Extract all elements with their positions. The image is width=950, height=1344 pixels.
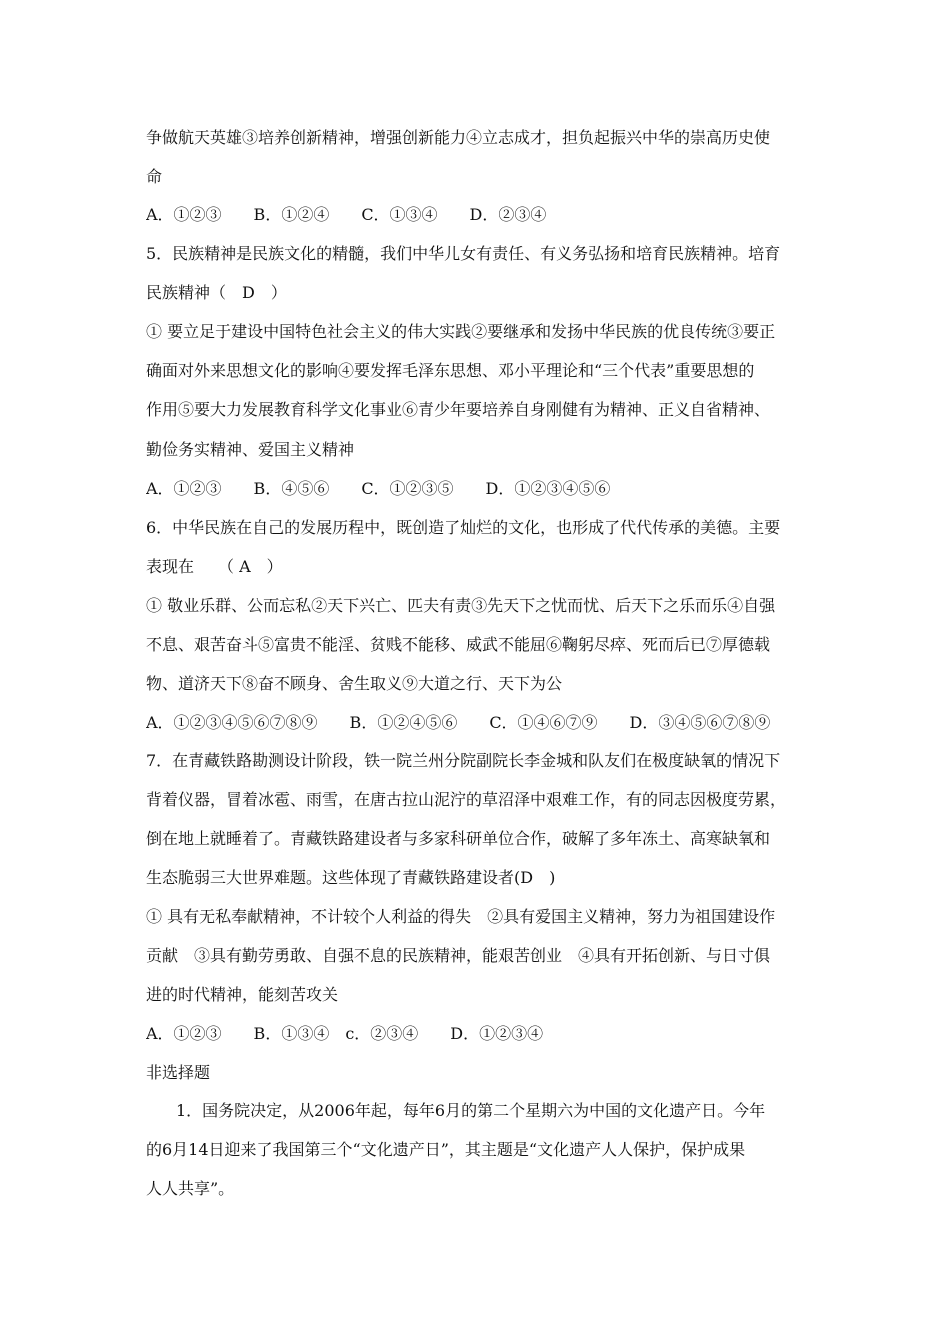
answer-options: A．①②③ B．①②④ C．①③④ D．②③④ bbox=[146, 205, 547, 224]
question-6: 6．中华民族在自己的发展历程中，既创造了灿烂的文化，也形成了代代传承的美德。主要 bbox=[146, 518, 781, 537]
question-7: 7．在青藏铁路勘测设计阶段，铁一院兰州分院副院长李金城和队友们在极度缺氧的情况下 bbox=[146, 751, 781, 770]
answer-options: A．①②③ B．④⑤⑥ C．①②③⑤ D．①②③④⑤⑥ bbox=[146, 479, 611, 498]
text-line: 表现在 （ A ） bbox=[146, 557, 283, 576]
text-line: 倒在地上就睡着了。青藏铁路建设者与多家科研单位合作，破解了多年冻土、高寒缺氧和 bbox=[146, 829, 771, 848]
text-line: 背着仪器，冒着冰雹、雨雪，在唐古拉山泥泞的草沼泽中艰难工作，有的同志因极度劳累， bbox=[146, 790, 787, 809]
text-line: 民族精神（ D ） bbox=[146, 283, 287, 302]
text-line: 人人共享”。 bbox=[146, 1179, 235, 1198]
text-line: ① 要立足于建设中国特色社会主义的伟大实践②要继承和发扬中华民族的优良传统③要正 bbox=[146, 322, 776, 341]
text-line: 勤俭务实精神、爱国主义精神 bbox=[146, 440, 355, 459]
question-1: 1．国务院决定，从2006年起，每年6月的第二个星期六为中国的文化遗产日。今年 bbox=[176, 1101, 766, 1120]
question-5: 5．民族精神是民族文化的精髓，我们中华儿女有责任、有义务弘扬和培育民族精神。培育 bbox=[146, 244, 781, 263]
section-heading: 非选择题 bbox=[146, 1063, 211, 1082]
text-line: ① 敬业乐群、公而忘私②天下兴亡、匹夫有责③先天下之忧而忧、后天下之乐而乐④自强 bbox=[146, 596, 776, 615]
text-line: 进的时代精神，能刻苦攻关 bbox=[146, 985, 339, 1004]
answer-options: A．①②③ B．①③④ c．②③④ D．①②③④ bbox=[146, 1024, 544, 1043]
text-line: ① 具有无私奉献精神，不计较个人利益的得失 ②具有爱国主义精神，努力为祖国建设作 bbox=[146, 907, 776, 926]
text-line: 的6月14日迎来了我国第三个“文化遗产日”，其主题是“文化遗产人人保护，保护成果 bbox=[146, 1140, 746, 1159]
text-line: 争做航天英雄③培养创新精神，增强创新能力④立志成才，担负起振兴中华的崇高历史使 bbox=[146, 128, 771, 147]
text-line: 命 bbox=[146, 167, 163, 186]
text-line: 作用⑤要大力发展教育科学文化事业⑥青少年要培养自身刚健有为精神、正义自省精神、 bbox=[146, 400, 771, 419]
text-line: 生态脆弱三大世界难题。这些体现了青藏铁路建设者(D ) bbox=[146, 868, 556, 887]
text-line: 物、道济天下⑧奋不顾身、舍生取义⑨大道之行、天下为公 bbox=[146, 674, 563, 693]
text-line: 确面对外来思想文化的影响④要发挥毛泽东思想、邓小平理论和“三个代表”重要思想的 bbox=[146, 361, 755, 380]
answer-options: A．①②③④⑤⑥⑦⑧⑨ B．①②④⑤⑥ C．①④⑥⑦⑨ D．③④⑤⑥⑦⑧⑨ bbox=[146, 713, 771, 732]
text-line: 贡献 ③具有勤劳勇敢、自强不息的民族精神，能艰苦创业 ④具有开拓创新、与日寸俱 bbox=[146, 946, 771, 965]
text-line: 不息、艰苦奋斗⑤富贵不能淫、贫贱不能移、威武不能屈⑥鞠躬尽瘁、死而后已⑦厚德载 bbox=[146, 635, 771, 654]
